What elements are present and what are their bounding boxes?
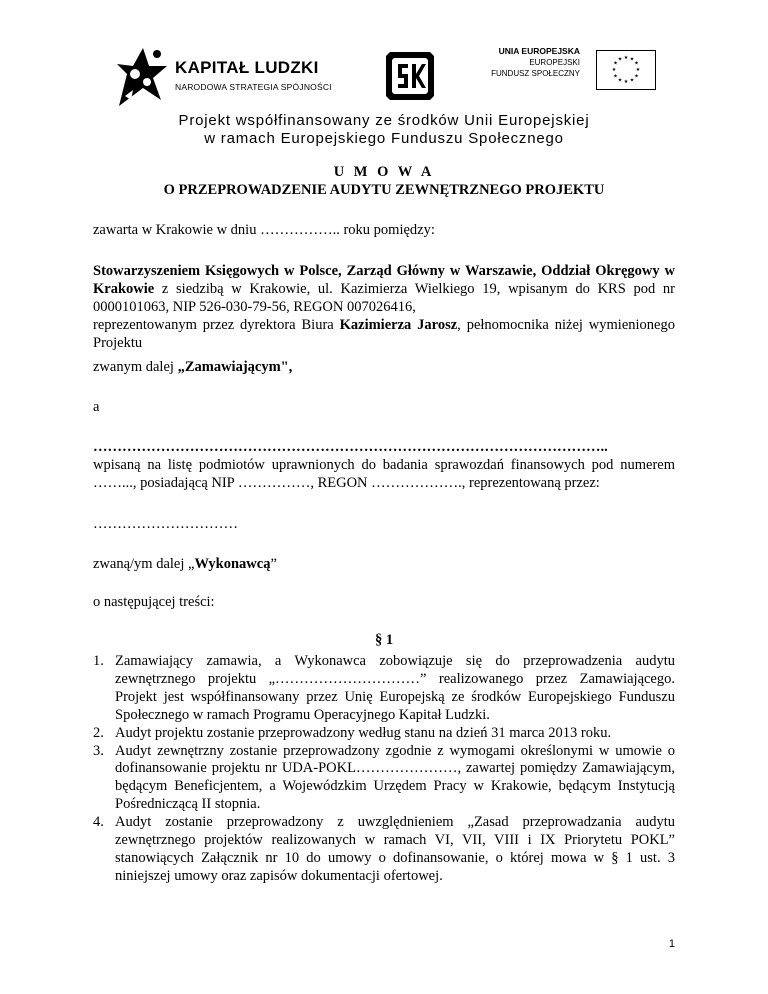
party1-name: Stowarzyszeniem Księgowych w Polsce, Zarząd Główny w Warszawie, Oddział Okręgowy w Krakowie: [93, 263, 675, 297]
kapital-ludzki-title: KAPITAŁ LUDZKI: [175, 58, 319, 77]
list-item: [93, 653, 675, 725]
unia-europejska-logo: [491, 46, 658, 98]
called2-quote: ”: [270, 556, 277, 572]
party2-description: wpisaną na listę podmiotów uprawnionych do badania sprawozdań finansowych pod numerem ……..., posiadającą NIP ……………, REGON ………………., reprezentowaną przez:: [93, 457, 675, 491]
svg-text:★: ★: [613, 60, 618, 67]
list-item-number: 3.: [93, 742, 104, 759]
list-item-text: Audyt zewnętrzny zostanie przeprowadzony zgodnie z wymogami określonymi w umowie o dofinansowanie projektu nr UDA-POKL…………………, zawartej pomiędzy Zamawiającym, będącym Beneficjentem, a Wojewódzkim Urzędem Pracy w Krakowie, będącym Instytucją Pośredniczącą II stopnia.: [115, 742, 675, 813]
kapital-ludzki-logo: [113, 44, 333, 112]
called2-line: [93, 555, 675, 573]
document-subtitle: O PRZEPROWADZENIE AUDYTU ZEWNĘTRZNEGO PROJEKTU: [163, 182, 605, 198]
list-item-text: Audyt zostanie przeprowadzony z uwzględnieniem „Zasad przeprowadzania audytu zewnętrznego projektów realizowanych w ramach VI, VII, VIII i IX Priorytetu POKL” stanowiących Załącznik nr 10 do umowy o dofinansowanie, o której mowa w § 1 ust. 3 niniejszej umowy oraz zapisów dokumentacji ofertowej.: [115, 814, 675, 884]
list-item: [93, 725, 675, 743]
stowarzyszenie-ksiegowych-logo: [384, 50, 436, 102]
kapital-ludzki-subtitle: NARODOWA STRATEGIA SPÓJNOŚCI: [175, 82, 332, 92]
intro-line: zawarta w Krakowie w dniu …………….. roku pomiędzy:: [93, 222, 435, 238]
svg-text:★: ★: [623, 55, 629, 61]
list-item-number: 1.: [93, 653, 104, 669]
called1-text: zwanym dalej: [93, 359, 178, 375]
svg-text:★: ★: [629, 56, 635, 63]
party2-representative: …………………………: [93, 516, 238, 532]
cofinancing-note: [0, 112, 768, 148]
svg-text:★: ★: [634, 60, 639, 67]
party1-rep-role: , pełnomocnika niżej wymienionego Projektu: [93, 317, 675, 351]
list-item-number: 2.: [93, 724, 104, 741]
svg-text:★: ★: [613, 73, 618, 80]
and-line: a: [93, 399, 100, 415]
svg-text:★: ★: [635, 67, 641, 73]
called1-label: „Zamawiającym",: [177, 359, 293, 375]
cofinancing-line1: Projekt współfinansowany ze środków Unii Europejskiej: [178, 112, 590, 129]
list-item: [93, 814, 675, 886]
svg-text:★: ★: [623, 79, 629, 85]
svg-text:★: ★: [611, 67, 617, 73]
party1-paragraph: [93, 262, 675, 352]
called2-label: Wykonawcą: [194, 556, 271, 572]
party1-details: z siedzibą w Krakowie, ul. Kazimierza Wielkiego 19, wpisanym do KRS pod nr 0000101063, NIP 526-030-79-56, REGON 007026416,: [93, 281, 675, 315]
svg-text:★: ★: [629, 77, 635, 84]
eu-line2: EUROPEJSKI: [529, 58, 580, 67]
party1-rep-name: Kazimierza Jarosz: [339, 317, 458, 333]
list-item-number: 4.: [93, 814, 104, 831]
list-item: [93, 743, 675, 815]
list-item-text: Zamawiający zamawia, a Wykonawca zobowiązuje się do przeprowadzenia audytu zewnętrznego projektu „…………………………” realizowanego przez Zamawiającego. Projekt jest współfinansowany przez Unię Europejską ze środków Europejskiego Funduszu Społecznego w ramach Programu Operacyjnego Kapitał Ludzki.: [115, 653, 675, 723]
eu-flag-icon: [596, 50, 656, 90]
section-heading: § 1: [374, 632, 394, 648]
eu-title: UNIA EUROPEJSKA: [498, 46, 580, 56]
document-title: U M O W A: [333, 164, 435, 180]
eu-line3: FUNDUSZ SPOŁECZNY: [491, 69, 580, 78]
content-intro: o następującej treści:: [93, 594, 215, 610]
section-items: [93, 653, 675, 886]
party1-rep-text: reprezentowanym przez dyrektora Biura: [93, 317, 340, 333]
cofinancing-line2: w ramach Europejskiego Funduszu Społecznego: [204, 130, 564, 147]
page-number: 1: [668, 938, 675, 950]
called1-line: [93, 358, 675, 376]
kapital-ludzki-star-icon: [113, 44, 171, 112]
list-item-text: Audyt projektu zostanie przeprowadzony według stanu na dzień 31 marca 2013 roku.: [115, 724, 612, 741]
svg-text:★: ★: [617, 56, 623, 63]
called2-text: zwaną/ym dalej „: [93, 556, 195, 572]
party2-name-dots: ……………………………………………………………………………………………..: [93, 439, 608, 455]
eu-text: [491, 46, 580, 79]
svg-text:★: ★: [634, 73, 639, 80]
svg-text:★: ★: [617, 77, 623, 84]
